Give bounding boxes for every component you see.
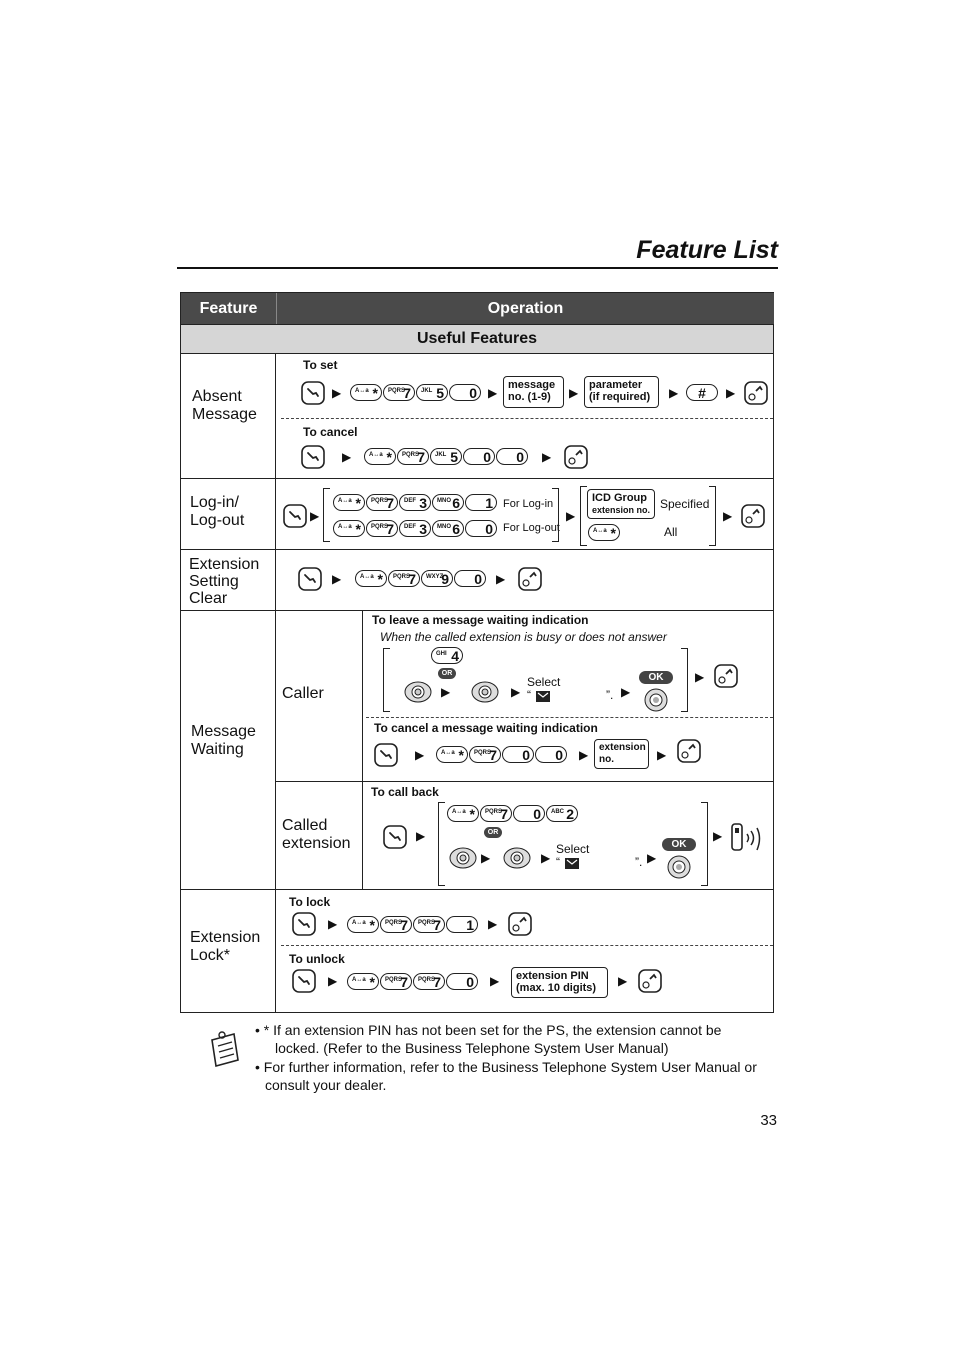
arrow-icon: ▶ <box>542 450 552 464</box>
key-7: PQRS 7 <box>413 916 445 933</box>
key-6: MNO 6 <box>432 494 464 511</box>
label-cancel-indication: To cancel a message waiting indication <box>374 721 598 735</box>
arrow-icon: ▶ <box>488 386 498 400</box>
quote-close: ”. <box>606 688 614 702</box>
key-5: JKL 5 <box>430 448 462 465</box>
off-hook-icon <box>298 567 322 591</box>
feature-extension-setting-clear: Extension Setting Clear <box>189 556 260 607</box>
row-divider <box>181 889 773 890</box>
feature-extension-lock: Extension Lock* <box>190 929 261 964</box>
key-7: PQRS 7 <box>366 494 398 511</box>
key-star: A↔a * <box>347 916 379 933</box>
col-divider <box>275 354 276 1012</box>
arrow-icon: ▶ <box>541 851 551 865</box>
key-1: 1 <box>465 494 497 511</box>
key-star: A↔a * <box>364 448 396 465</box>
arrow-icon: ▶ <box>657 748 667 762</box>
sub-col-divider <box>362 610 363 889</box>
col-header-operation: Operation <box>276 293 774 324</box>
ok-button-icon: OK <box>662 838 696 851</box>
label-to-cancel: To cancel <box>303 425 358 439</box>
bracket-right <box>681 648 688 712</box>
label-select: Select <box>527 675 561 689</box>
key-0: 0 <box>502 746 534 763</box>
arrow-icon: ▶ <box>481 851 491 865</box>
arrow-icon: ▶ <box>328 917 338 931</box>
or-badge: OR <box>438 668 456 679</box>
row-divider <box>275 781 773 782</box>
arrow-icon: ▶ <box>490 974 500 988</box>
label-to-set: To set <box>303 358 338 372</box>
icd-group-box: ICD Group extension no. <box>587 489 655 519</box>
on-hook-icon <box>741 504 765 528</box>
arrow-icon: ▶ <box>342 450 352 464</box>
label-to-unlock: To unlock <box>289 952 345 966</box>
extension-pin-box: extension PIN (max. 10 digits) <box>511 967 608 998</box>
off-hook-icon <box>292 969 316 993</box>
on-hook-icon <box>508 912 532 936</box>
key-7: PQRS 7 <box>388 570 420 587</box>
feature-message-waiting: Message Waiting <box>191 723 256 758</box>
message-number-box: message no. (1-9) <box>503 376 564 408</box>
arrow-icon: ▶ <box>647 851 657 865</box>
extension-number-box: extension no. <box>594 739 649 769</box>
key-star: A↔a * <box>333 520 365 537</box>
or-badge: OR <box>484 827 502 838</box>
label-for-logout: For Log-out <box>503 522 560 534</box>
key-0: 0 <box>496 448 528 465</box>
arrow-icon: ▶ <box>695 670 705 684</box>
note-extension-pin: • * If an extension PIN has not been set for the PS, the extension cannot be locked. (Refer to the Business Telephone System User Manual) <box>255 1022 722 1056</box>
key-star: A↔a * <box>350 384 382 401</box>
page-number: 33 <box>760 1112 777 1129</box>
navigator-key-icon <box>502 846 532 870</box>
arrow-icon: ▶ <box>488 917 498 931</box>
key-7: PQRS 7 <box>469 746 501 763</box>
key-6: MNO 6 <box>432 520 464 537</box>
center-select-key-icon <box>666 855 692 879</box>
on-hook-icon <box>714 664 738 688</box>
subfeature-caller: Caller <box>282 685 324 702</box>
quote-open: “ <box>556 855 560 869</box>
key-star: A↔a * <box>333 494 365 511</box>
key-7: PQRS 7 <box>380 916 412 933</box>
label-leave-indication: To leave a message waiting indication <box>372 613 589 627</box>
label-call-back: To call back <box>371 785 439 799</box>
key-hash: # <box>686 384 718 401</box>
center-select-key-icon <box>643 688 669 712</box>
ok-button-icon: OK <box>639 671 673 684</box>
key-star: A↔a * <box>347 973 379 990</box>
label-to-lock: To lock <box>289 895 331 909</box>
arrow-icon: ▶ <box>566 509 576 523</box>
bracket-left <box>580 486 587 546</box>
key-star: A↔a * <box>436 746 468 763</box>
on-hook-icon <box>744 381 768 405</box>
key-star: A↔a * <box>355 570 387 587</box>
label-specified: Specified <box>660 497 710 511</box>
arrow-icon: ▶ <box>332 572 342 586</box>
key-7: PQRS 7 <box>413 973 445 990</box>
label-select: Select <box>556 842 590 856</box>
quote-close: ”. <box>635 855 643 869</box>
label-all: All <box>664 525 678 539</box>
on-hook-icon <box>677 739 701 763</box>
message-envelope-icon <box>565 858 579 869</box>
navigator-key-icon <box>403 680 433 704</box>
label-for-login: For Log-in <box>503 498 554 510</box>
arrow-icon: ▶ <box>328 974 338 988</box>
key-0: 0 <box>463 448 495 465</box>
row-divider <box>181 478 773 479</box>
key-2: ABC 2 <box>546 805 578 822</box>
key-5: JKL 5 <box>416 384 448 401</box>
key-0: 0 <box>446 973 478 990</box>
navigator-key-icon <box>470 680 500 704</box>
bracket-right <box>701 802 708 886</box>
arrow-icon: ▶ <box>416 829 426 843</box>
message-envelope-icon <box>536 691 550 702</box>
arrow-icon: ▶ <box>669 386 679 400</box>
off-hook-icon <box>292 912 316 936</box>
row-divider <box>181 610 773 611</box>
key-3: DEF 3 <box>399 520 431 537</box>
on-hook-icon <box>518 567 542 591</box>
off-hook-icon <box>301 445 325 469</box>
key-star: A↔a * <box>447 805 479 822</box>
key-7: PQRS 7 <box>366 520 398 537</box>
arrow-icon: ▶ <box>621 685 631 699</box>
arrow-icon: ▶ <box>511 685 521 699</box>
arrow-icon: ▶ <box>713 829 723 843</box>
dashed-divider <box>366 717 773 718</box>
navigator-key-icon <box>448 846 478 870</box>
arrow-icon: ▶ <box>726 386 736 400</box>
dashed-divider <box>281 418 773 419</box>
feature-login-logout: Log-in/ Log-out <box>190 494 245 529</box>
title-rule <box>177 267 778 269</box>
arrow-icon: ▶ <box>579 748 589 762</box>
col-header-feature: Feature <box>181 293 276 324</box>
key-7: PQRS 7 <box>383 384 415 401</box>
on-hook-icon <box>564 445 588 469</box>
off-hook-icon <box>301 381 325 405</box>
bracket-right <box>709 486 716 546</box>
bracket-left <box>383 648 390 712</box>
key-star: A↔a * <box>588 524 620 541</box>
talk-handset-icon <box>729 822 769 854</box>
key-0: 0 <box>454 570 486 587</box>
on-hook-icon <box>638 969 662 993</box>
key-1: 1 <box>446 916 478 933</box>
feature-absent-message: Absent Message <box>192 388 257 423</box>
row-divider <box>181 549 773 550</box>
key-3: DEF 3 <box>399 494 431 511</box>
key-0: 0 <box>535 746 567 763</box>
subfeature-called-extension: Called extension <box>282 817 351 852</box>
bracket-left <box>323 488 330 542</box>
bracket-right <box>552 488 559 542</box>
arrow-icon: ▶ <box>618 974 628 988</box>
arrow-icon: ▶ <box>332 386 342 400</box>
bracket-left <box>438 802 445 886</box>
key-7: PQRS 7 <box>380 973 412 990</box>
section-header: Useful Features <box>181 324 773 354</box>
arrow-icon: ▶ <box>569 386 579 400</box>
off-hook-icon <box>383 825 407 849</box>
note-busy-no-answer: When the called extension is busy or does not answer <box>380 630 667 644</box>
note-pad-icon <box>206 1030 242 1070</box>
key-9: WXYZ 9 <box>421 570 453 587</box>
off-hook-icon <box>283 504 307 528</box>
arrow-icon: ▶ <box>310 509 320 523</box>
dashed-divider <box>281 945 773 946</box>
arrow-icon: ▶ <box>496 572 506 586</box>
arrow-icon: ▶ <box>415 748 425 762</box>
key-0: 0 <box>449 384 481 401</box>
key-0: 0 <box>465 520 497 537</box>
arrow-icon: ▶ <box>723 509 733 523</box>
arrow-icon: ▶ <box>441 685 451 699</box>
key-4: GHI 4 <box>431 647 463 664</box>
key-0: 0 <box>513 805 545 822</box>
page-title: Feature List <box>636 236 778 264</box>
parameter-box: parameter (if required) <box>584 376 659 408</box>
note-further-info: • For further information, refer to the Business Telephone System User Manual or consult your dealer. <box>255 1059 757 1093</box>
off-hook-icon <box>374 743 398 767</box>
key-7: PQRS 7 <box>397 448 429 465</box>
key-7: PQRS 7 <box>480 805 512 822</box>
quote-open: “ <box>527 688 531 702</box>
